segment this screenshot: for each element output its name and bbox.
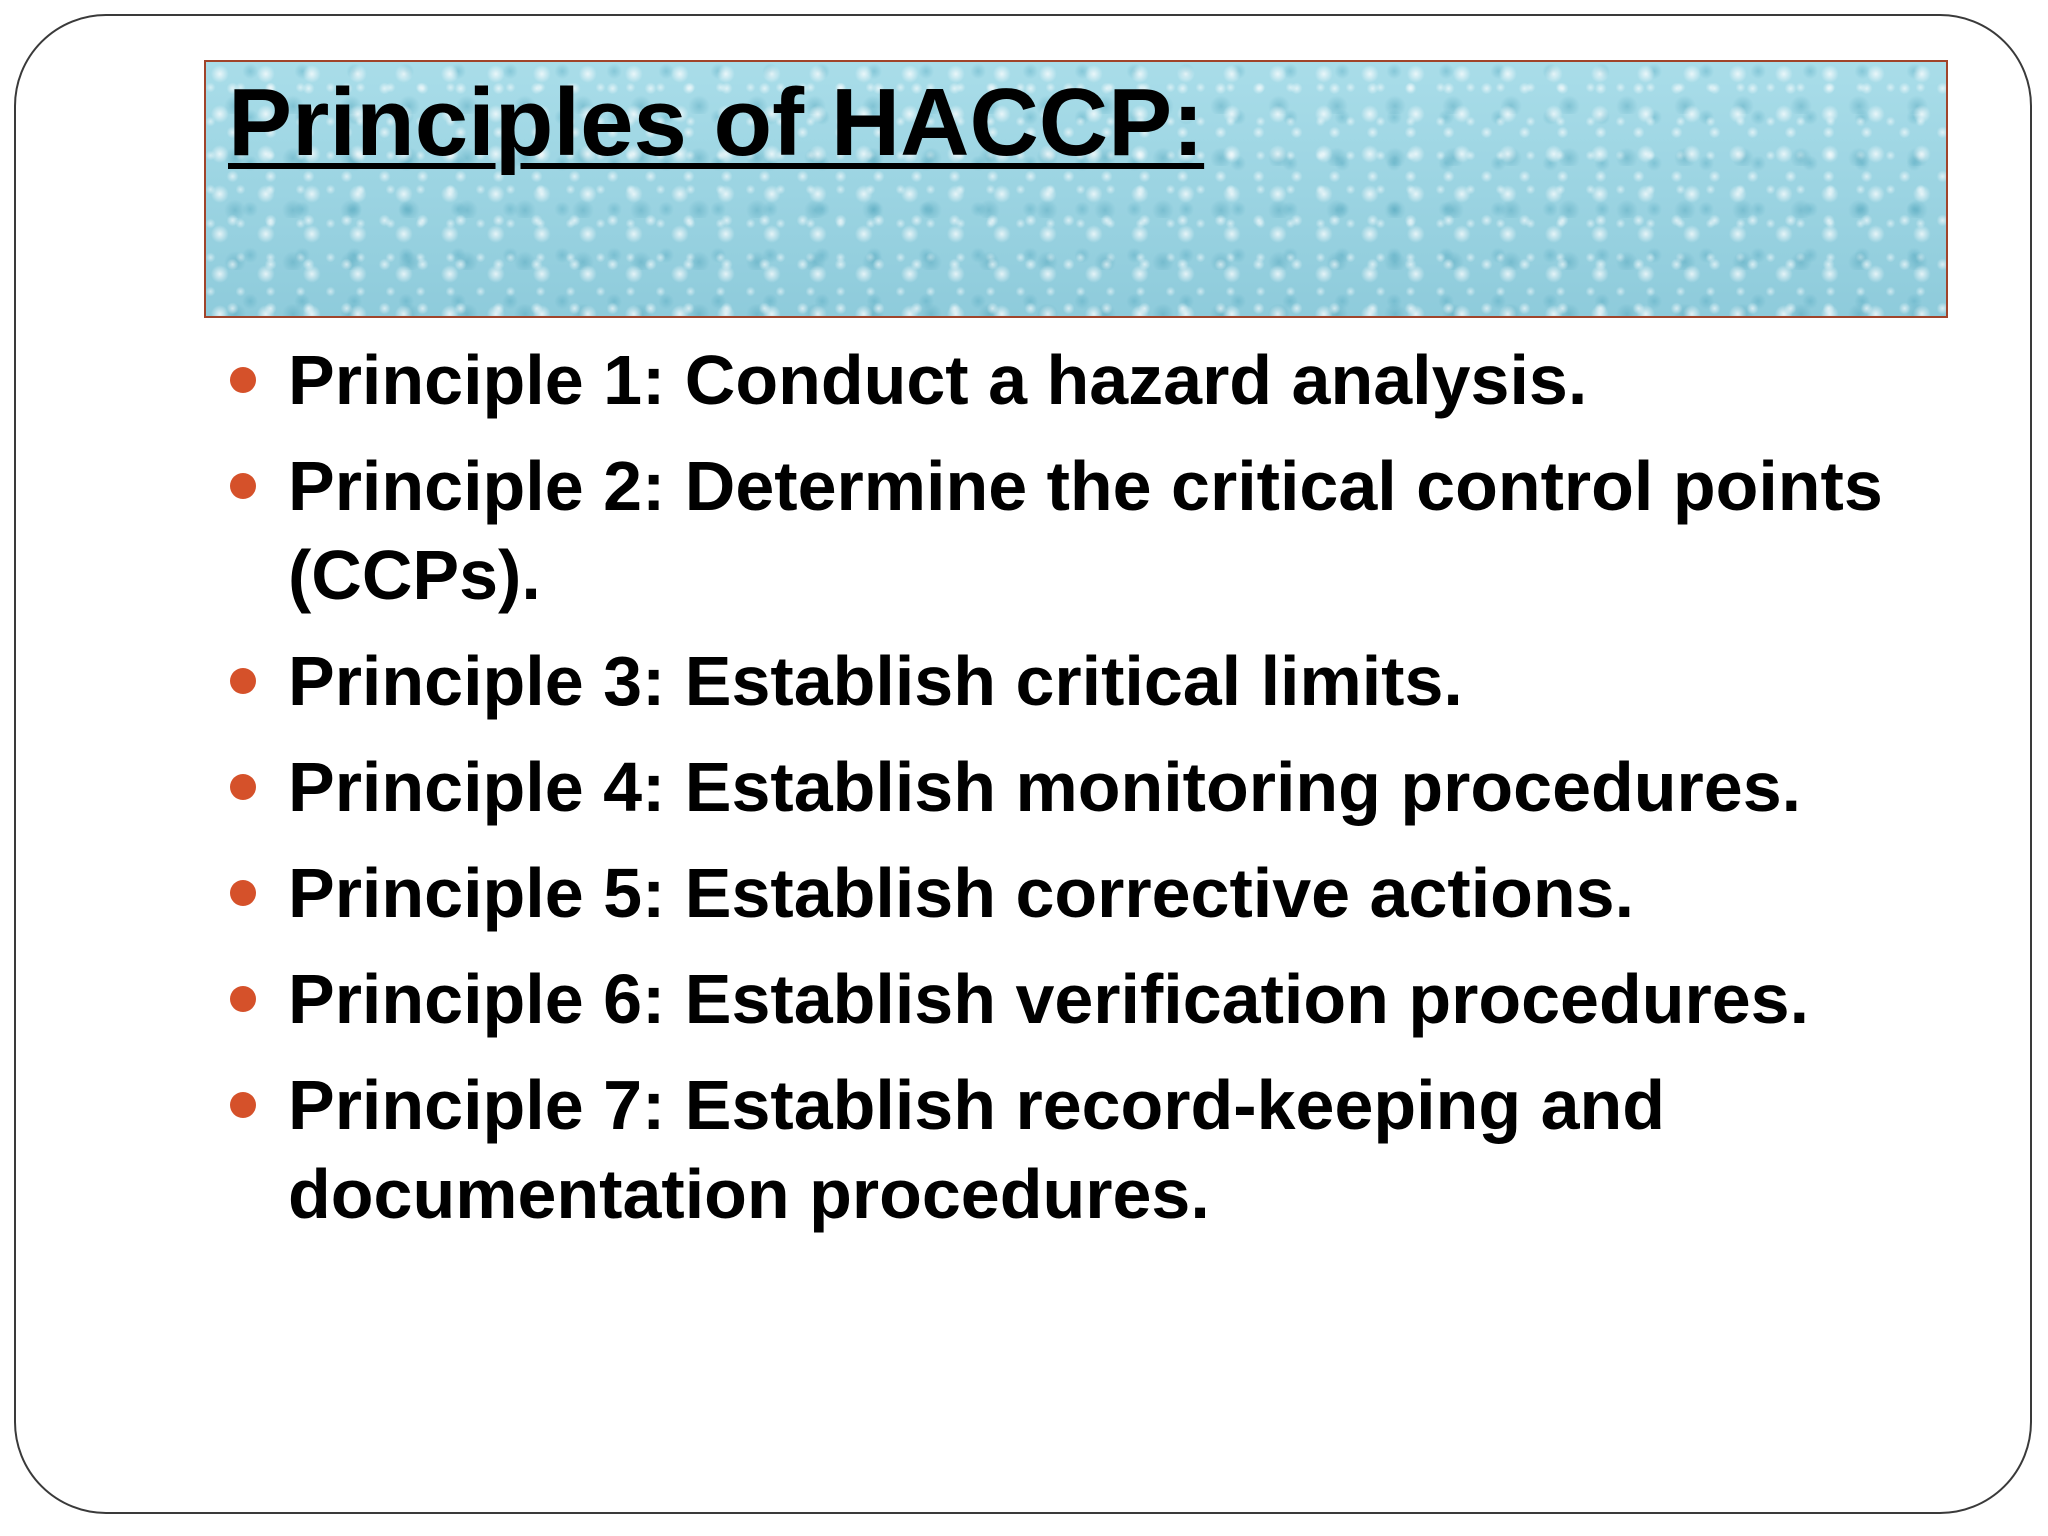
title-banner	[204, 60, 1948, 318]
list-item-text: Principle 4: Establish monitoring procedures.	[288, 748, 1802, 826]
list-item	[226, 1061, 1926, 1239]
list-item	[226, 336, 1926, 425]
slide-title: Principles of HACCP:	[228, 69, 1205, 176]
bullet-icon	[230, 1092, 256, 1118]
bullet-icon	[230, 986, 256, 1012]
list-item	[226, 849, 1926, 938]
bullet-icon	[230, 473, 256, 499]
list-item-text: Principle 7: Establish record-keeping and documentation procedures.	[288, 1066, 1666, 1233]
list-item-text: Principle 2: Determine the critical control points (CCPs).	[288, 447, 1883, 614]
list-item-text: Principle 1: Conduct a hazard analysis.	[288, 341, 1588, 419]
bullet-icon	[230, 367, 256, 393]
bullet-icon	[230, 668, 256, 694]
list-item	[226, 955, 1926, 1044]
list-item-text: Principle 3: Establish critical limits.	[288, 642, 1463, 720]
list-item-text: Principle 6: Establish verification procedures.	[288, 960, 1810, 1038]
list-item	[226, 637, 1926, 726]
principles-list	[226, 336, 1926, 1256]
bullet-icon	[230, 880, 256, 906]
bullet-icon	[230, 774, 256, 800]
list-item-text: Principle 5: Establish corrective actions.	[288, 854, 1635, 932]
list-item	[226, 743, 1926, 832]
list-item	[226, 442, 1926, 620]
